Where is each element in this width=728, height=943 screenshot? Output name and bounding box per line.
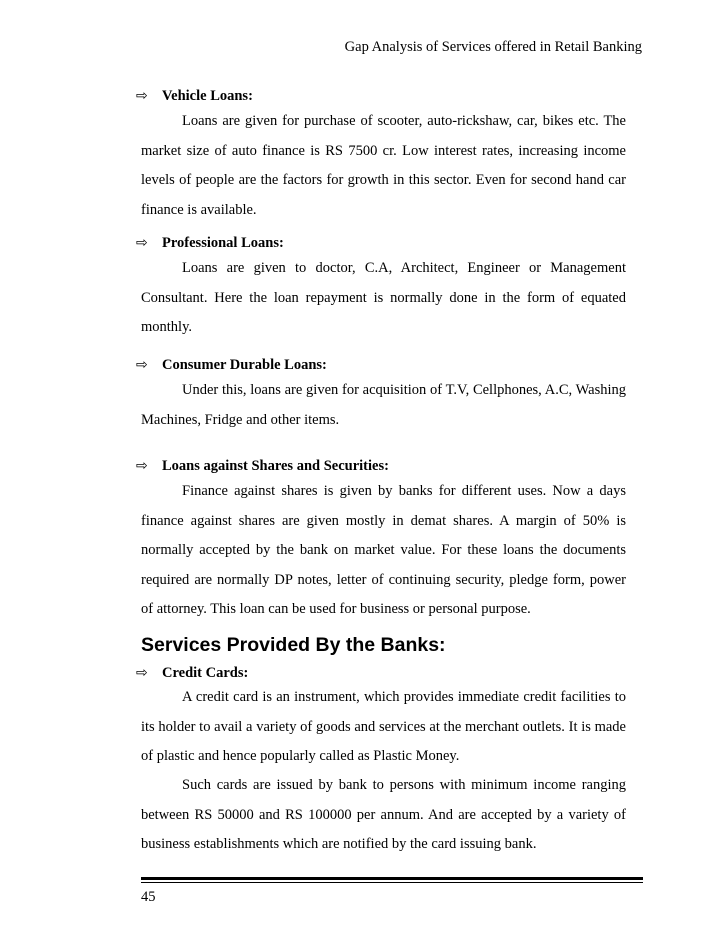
subheading-label: Professional Loans: (162, 235, 284, 251)
right-arrow-icon: ⇨ (136, 665, 148, 681)
paragraph-credit-cards-1: A credit card is an instrument, which provides immediate credit facilities to its holder to avail a variety of goods and services at the merchant outlets. It is made of plastic and hence popularly called as Plastic Money. (141, 689, 626, 764)
subheading-label: Loans against Shares and Securities: (162, 458, 389, 474)
right-arrow-icon: ⇨ (136, 458, 148, 474)
subheading-professional-loans (136, 234, 284, 252)
subheading-label: Consumer Durable Loans: (162, 357, 327, 373)
right-arrow-icon: ⇨ (136, 235, 148, 251)
footer-rule-thin (141, 882, 643, 883)
paragraph-loans-against-shares: Finance against shares is given by banks for different uses. Now a days finance against shares are given mostly in demat shares. A margin of 50% is normally accepted by the bank on market value. For these loans the documents required are normally DP notes, letter of continuing security, pledge form, power of attorney. This loan can be used for business or personal purpose. (141, 483, 626, 617)
footer-rule (141, 877, 643, 880)
running-header: Gap Analysis of Services offered in Retail Banking (344, 39, 642, 55)
right-arrow-icon: ⇨ (136, 357, 148, 373)
subheading-vehicle-loans (136, 87, 253, 105)
right-arrow-icon: ⇨ (136, 88, 148, 104)
subheading-loans-against-shares (136, 457, 389, 475)
paragraph-vehicle-loans: Loans are given for purchase of scooter, auto-rickshaw, car, bikes etc. The market size of auto finance is RS 7500 cr. Low interest rates, increasing income levels of people are the factors for growth in this sector. Even for second hand car finance is available. (141, 113, 626, 218)
subheading-label: Vehicle Loans: (162, 88, 253, 104)
subheading-label: Credit Cards: (162, 665, 249, 681)
subheading-credit-cards (136, 664, 249, 682)
section-title-services: Services Provided By the Banks: (141, 634, 446, 656)
page-number: 45 (141, 889, 156, 905)
paragraph-consumer-durable-loans: Under this, loans are given for acquisition of T.V, Cellphones, A.C, Washing Machines, Fridge and other items. (141, 382, 626, 428)
paragraph-professional-loans: Loans are given to doctor, C.A, Architect, Engineer or Management Consultant. Here the loan repayment is normally done in the form of equated monthly. (141, 260, 626, 335)
paragraph-credit-cards-2: Such cards are issued by bank to persons with minimum income ranging between RS 50000 and RS 100000 per annum. And are accepted by a variety of business establishments which are notified by the card issuing bank. (141, 777, 626, 852)
subheading-consumer-durable-loans (136, 356, 327, 374)
